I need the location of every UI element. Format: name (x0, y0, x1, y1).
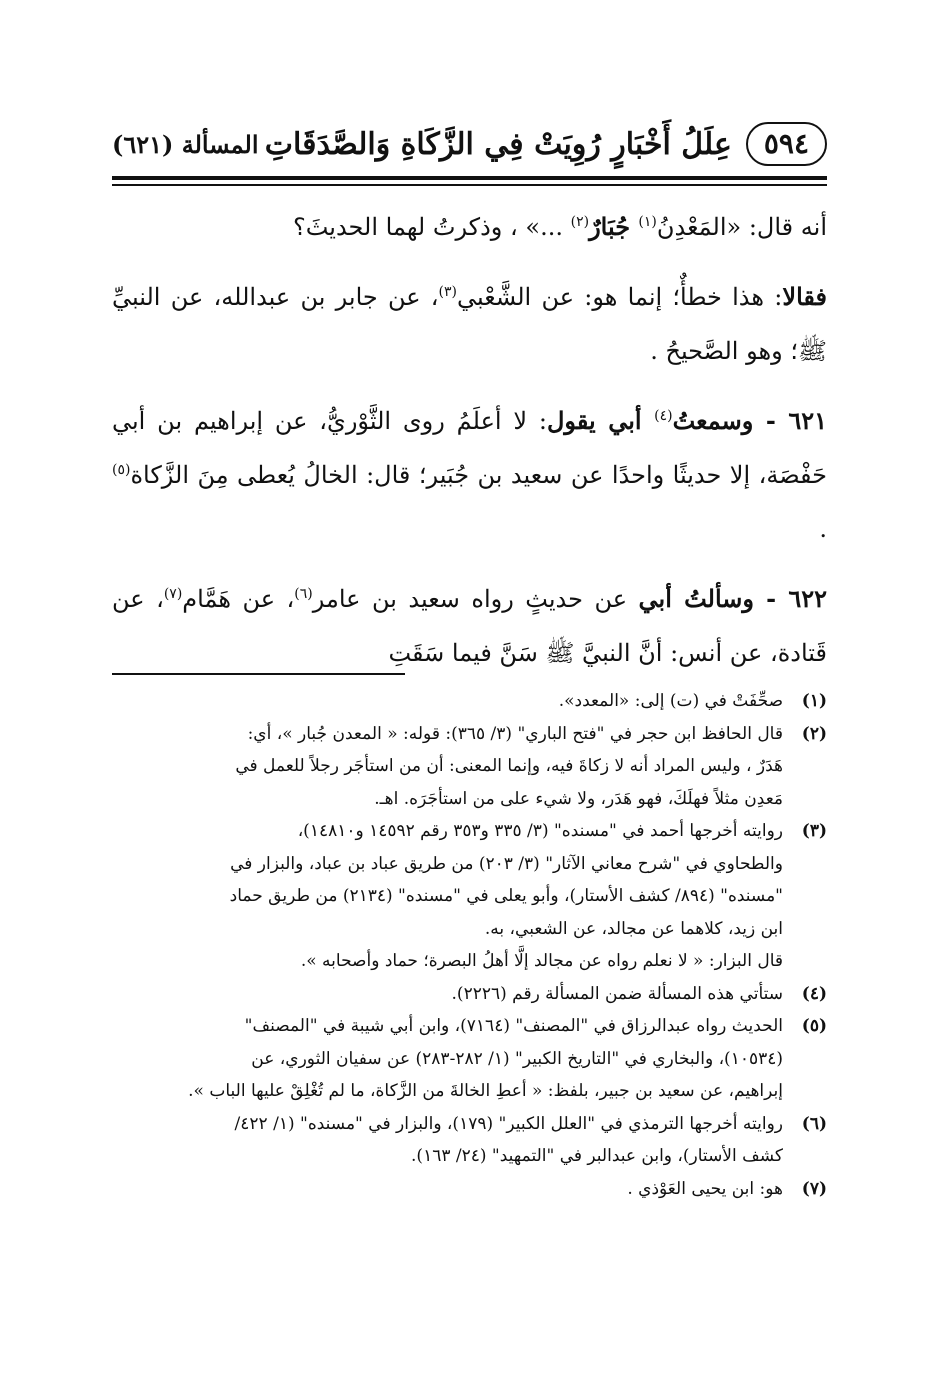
footnote (112, 685, 827, 718)
footnotes (112, 685, 827, 1205)
footnote-line: كشف الأستار)، وابن عبدالبر في "التمهيد" (٢٤/ ١٦٣). (411, 1146, 783, 1166)
footnote-ref-3: (٣) (438, 284, 457, 300)
footnote (112, 978, 827, 1011)
masala-label: المسألة (٦٢١) (112, 129, 259, 159)
footnote-line: (١٠٥٣٤)، والبخاري في "التاريخ الكبير" (١/ ٢٨٢-٢٨٣) عن سفيان الثوري، عن (251, 1048, 783, 1069)
footnote-line: مَعدِن مثلاً فهلَكَ، فهو هَدَر، ولا شيء على من استأجَرَه. اهـ. (374, 788, 783, 809)
footnote-body (112, 685, 783, 718)
footnote-number: (٣) (801, 821, 827, 841)
footnote-ref-6: (٦) (294, 586, 313, 602)
footnote (112, 815, 827, 978)
header-rule-thin (112, 184, 827, 186)
footnote-line: "مسنده" (٨٩٤/ كشف الأستار)، وأبو يعلى في "مسنده" (٢١٣٤) من طريق حماد (229, 886, 783, 906)
footnote-body (112, 978, 783, 1011)
p3-text-b: . (819, 515, 827, 543)
footnote-body (112, 815, 783, 978)
footnote-number: (٤) (801, 983, 827, 1004)
footnote-line: إبراهيم، عن سعيد بن جبير، بلفظ: « أعطِ الخالةَ من الزَّكاة، ما لم تُغْلِقْ عليها الباب ». (188, 1081, 783, 1101)
paragraph-1 (112, 200, 827, 254)
footnote-ref-4: (٤) (654, 408, 673, 424)
footnote-line: قال البزار: « لا نعلم رواه عن مجالد إلَّا أهلُ البصرة؛ حماد وأصحابه ». (300, 951, 783, 971)
p2-text-b: ، عن جابر بن عبدالله، عن النبيِّ ﷺ؛ وهو الصَّحيحُ . (112, 283, 827, 365)
p2-text-a: : هذا خطأٌ؛ إنما هو: عن الشَّعْبي (457, 283, 783, 311)
footnote-number: (٢) (801, 723, 827, 744)
p3-lead-b: أبي يقول (546, 406, 655, 435)
footnote-line: ابن زيد، كلاهما عن مجالد، عن الشعبي، به. (484, 918, 783, 939)
footnote-body (112, 1010, 783, 1108)
paragraph-622 (112, 572, 827, 680)
footnote-ref-1: (١) (638, 214, 657, 230)
footnote-ref-5: (٥) (112, 462, 131, 478)
page-header (112, 118, 827, 170)
book-title: عِلَلُ أَخْبَارٍ رُوِيَتْ فِي الزَّكَاةِ وَالصَّدَقَاتِ (264, 126, 732, 162)
footnote-ref-2: (٢) (570, 214, 590, 230)
p3-lead-a: وسمعتُ (672, 406, 754, 435)
p2-lead: فقالا (782, 282, 827, 311)
footnote-line: هَدَرٌ ، وليس المراد أنه لا زكاةَ فيه، وإنما المعنى: أن من استأجَر رجلاً للعمل في (235, 756, 783, 776)
footnote (112, 1108, 827, 1173)
p1-text-a: أنه قال: «المَعْدِنُ (656, 213, 827, 241)
footnote-number: (١) (801, 691, 827, 711)
entry-number-622: ٦٢٢ - (753, 584, 828, 613)
main-text (112, 200, 827, 696)
p3-text-a: : لا أعلَمُ روى الثَّوْريُّ، عن إبراهيم بن أبي حَفْصَة، إلا حديثًا واحدًا عن سعيد بن جُبَير؛ قال: الخالُ يُعطى مِنَ الزَّكاة (112, 407, 827, 489)
footnote-line: والطحاوي في "شرح معاني الآثار" (٣/ ٢٠٣) من طريق عباد بن عباد، والبزار في (230, 853, 783, 874)
page-number: ٥٩٤ (746, 122, 827, 166)
footnote-number: (٥) (801, 1016, 827, 1036)
paragraph-2 (112, 270, 827, 378)
p4-lead: وسألتُ أبي (638, 584, 754, 613)
header-rule-thick (112, 176, 827, 180)
footnote-line: هو: ابن يحيى العَوْذي . (627, 1178, 783, 1199)
paragraph-621 (112, 394, 827, 556)
footnote-line: الحديث رواه عبدالرزاق في "المصنف" (٧١٦٤)، وابن أبي شيبة في "المصنف" (244, 1016, 783, 1036)
footnote-number: (٦) (801, 1113, 827, 1134)
footnote-line: روايته أخرجها الترمذي في "العلل الكبير" (١٧٩)، والبزار في "مسنده" (١/ ٤٢٢/ (234, 1113, 783, 1134)
p4-text-b: ، عن هَمَّام (182, 585, 295, 613)
footnote-body (112, 1108, 783, 1173)
p1-text-b: جُبَارٌ (589, 212, 639, 241)
footnote (112, 1010, 827, 1108)
footnote-body (112, 718, 783, 816)
p1-text-c: ...» ، وذكرتُ لهما الحديثَ؟ (292, 213, 571, 241)
footnote-separator (112, 673, 405, 675)
footnote-body (112, 1173, 783, 1206)
footnote-ref-7: (٧) (163, 586, 183, 602)
footnote (112, 1173, 827, 1206)
p4-text-a: عن حديثٍ رواه سعيد بن عامر (312, 585, 639, 613)
footnote-number: (٧) (801, 1178, 827, 1199)
footnote-line: روايته أخرجها أحمد في "مسنده" (٣/ ٣٣٥ و٣٥٣ رقم ١٤٥٩٢ و١٤٨١٠)، (297, 821, 783, 841)
entry-number-621: ٦٢١ - (753, 406, 828, 435)
footnote (112, 718, 827, 816)
footnote-line: قال الحافظ ابن حجر في "فتح الباري" (٣/ ٣٦٥): قوله: « المعدن جُبار »، أي: (247, 723, 783, 744)
p4-text-c: ، عن قَتادة، عن أنس: أنَّ النبيَّ ﷺ سَنَّ فيما سَقَتِ (112, 585, 827, 667)
footnote-line: ستأتي هذه المسألة ضمن المسألة رقم (٢٢٢٦). (451, 983, 783, 1004)
footnote-line: صحِّفَتْ في (ت) إلى: «المعدد». (558, 691, 783, 711)
